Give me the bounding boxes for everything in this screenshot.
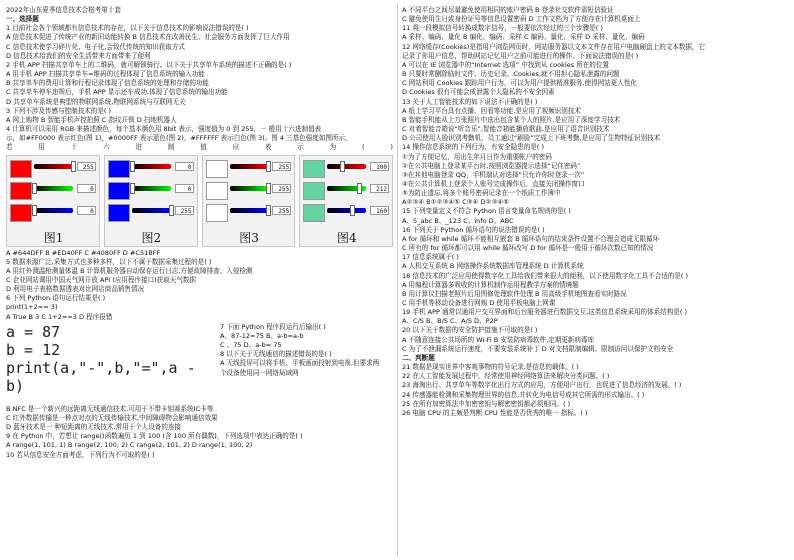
color-swatch	[303, 160, 325, 178]
question-line: C 所有的 for 循环都可以用 while 循环改写 D for 循环是一般用于循环次数已知的情况	[402, 244, 654, 253]
channel-value: 255	[272, 184, 291, 193]
color-swatch	[10, 204, 32, 222]
slider-knob	[266, 183, 271, 194]
channel-value: 0	[77, 206, 96, 215]
question-line: D 利用电子表格数据透表对比网店商品销售情况	[6, 285, 145, 294]
channel-slider	[34, 164, 73, 169]
channel-slider	[230, 208, 269, 213]
question-line: B 共享单车的费用计算和行程记录体现了信息系统的处理和存储的功能	[6, 79, 209, 88]
question-line: A 纸上学习平台具有点播、回看等功能,是应用了视频识别技术	[402, 106, 581, 115]
judge-line: 25 在所有加密算法中加密密钥与解密密钥都必须相同。( )	[402, 399, 571, 408]
figure-label: 图3	[239, 230, 259, 245]
color-figure-3	[202, 155, 296, 247]
color-swatch	[206, 204, 228, 222]
question-line: 记录了你用户信息，帮助网站记忆用户之前可能进行的操作。下面说法错误的是( )	[402, 51, 639, 60]
channel-slider	[132, 186, 171, 191]
judge-line: 24 传感器能检测和采集物理世界的信息,并转化为电信号或其它所需的形式输出。( )	[402, 390, 645, 399]
channel-value: 255	[272, 162, 291, 171]
channel-value: 255	[272, 206, 291, 215]
question-line: ④在公共计算机上登录个人账号完成操作后，直接关闭操作窗口	[402, 179, 585, 188]
code-line-1: a = 87	[6, 322, 61, 341]
question-line: A 可以在 IE 浏览器中的“Internet 选项” 中找到从 cookies 所在的位置	[402, 60, 609, 69]
color-figure-2	[104, 155, 198, 247]
channel-value: 0	[77, 184, 96, 193]
question-line: print(1+2== 3)	[6, 303, 58, 312]
question-line: 1 目前社会各个领域都有信息技术的存在，以下关于信息技术的影响说法错误的是( )	[6, 24, 249, 33]
judge-questions	[402, 363, 790, 418]
question-line: B NFC 是一个新兴的远距离无线通信技术,可用于不带卡钥赛系统IC卡等	[6, 404, 214, 413]
question-line: 示，如#FF0000 表示红色(图 1)，#0000FF 表示蓝色(图 2)，#FFFFFF 表示白色(图 3)。图 4 三基色强度如图所示，	[6, 134, 352, 143]
exam-title: 2022年山东夏季信息技术合格考第十套	[6, 6, 121, 14]
channel-slider	[132, 208, 171, 213]
channel-slider	[230, 164, 269, 169]
color-swatch	[303, 204, 325, 222]
figure-label: 图1	[43, 230, 64, 245]
spread-char: 表	[264, 143, 272, 152]
question-line: 19 手机 APP 通常以通用户交互界面和后台服务器进行数据交互,这类信息系统采用的体系结构是( )	[402, 308, 688, 317]
column-divider	[397, 4, 398, 556]
color-swatch	[206, 182, 228, 200]
spread-char: (	[361, 143, 365, 152]
question-line: A 无线投屏可以将手机、平板画面投射到电视,但要求两	[220, 359, 380, 368]
question-line: 2 手机 APP 扫描共享单车上的二维码，就可解锁骑行。以下关于共享单车系统的描述不正确的是( )	[6, 60, 292, 69]
question-block-4-6	[6, 249, 393, 322]
spread-char: 制	[167, 143, 175, 152]
slider-knob	[32, 183, 37, 194]
question-line: A 网上购物 B 智能手机声控拍照 C 指纹开锁 D 扫地机器人	[6, 115, 177, 124]
spread-char: 六	[103, 143, 110, 152]
question-line: 8 以下关于无线通信的描述错误的是( )	[220, 350, 332, 359]
question-line: 20 以下关于数据的安全防护措施不可取的是( )	[402, 326, 538, 335]
question-line: C 避免使用生日或身份证号等信息设置密码 D 工作文档为了方便存在计算机桌面上	[402, 15, 641, 24]
judge-line: 23 海淘出行、共享单车等数字化出行方式的应用，方便用户出行，也促进了信息经济的发展。( )	[402, 381, 682, 390]
question-line: 16 下列关于 Python 循环语句的说法错误的是( )	[402, 225, 545, 234]
question-line: A 用编程计算器多吸收的计算机制作运用程教学方案的情境题	[402, 280, 579, 289]
python-code-image	[6, 323, 218, 405]
question-line: 7 下面 Python 程序段运行后输出( )	[220, 322, 326, 331]
question-line: 17 信息系统属于( )	[402, 253, 459, 262]
question-block-1-4	[6, 24, 393, 143]
figure-label: 图4	[336, 230, 357, 245]
question-line: C 用手机等移动设备进行网购 D 使用平板电脑上网课	[402, 299, 556, 307]
slider-knob	[169, 205, 174, 216]
spread-char: 进	[135, 143, 142, 152]
question-line: B 智能手机能从上万张照片中选出包含某个人的照片,是应用了深度学习技术	[402, 115, 621, 124]
question-line: A 人机交互系统 B 网络操作系统数据库管理系统 D 计算机系统	[402, 262, 584, 271]
slider-knob	[350, 205, 355, 216]
question-line: A for 循环和 while 循环不能相互嵌套 B 循环语句的结束条件设置不合理会造成无限循环	[402, 234, 660, 243]
question-line: ⑤为防止遗忘,将多个账号密码记录在一个纸质工作簿中	[402, 189, 561, 198]
channel-value: 255	[175, 206, 194, 215]
slider-knob	[266, 161, 271, 172]
question-line: A 信息技术促进了传统产业的新旧动能转换 B 信息技术在改善民生、社会服务方面发挥了巨大作用	[6, 33, 290, 42]
slider-knob	[266, 205, 271, 216]
section-heading-judge: 二、判断题	[402, 353, 435, 362]
color-figure-1	[6, 155, 100, 247]
spread-char: 应	[232, 143, 240, 152]
spread-char: 十	[70, 143, 78, 152]
slider-knob	[71, 161, 76, 172]
channel-value: 212	[370, 184, 389, 193]
question-line: 4 计算机可以采用 RGB 来描述颜色，每个基本颜色用 8bit 表示，强度值为 0 到 255，一 般用十六进制值表	[6, 125, 322, 134]
question-line: A、C/S B、B/S C、A/S D、P2P	[402, 317, 498, 326]
channel-slider	[132, 164, 171, 169]
channel-value: 100	[370, 162, 389, 171]
question-line: B 用计算仪扫描老照片后用图修处理软件处理 B 用高级手机地图查看实时路况	[402, 289, 627, 298]
question-line: 18 信息技术的广泛应用使得数字化工具给我们带来很大的便利，以下使用数字化工具不合适的是( )	[402, 271, 689, 280]
question-line: A 用手机 APP 扫描共享单车=维码的过程体现了信息系统的输入功能	[6, 70, 205, 79]
spread-char: 若	[6, 143, 13, 152]
code-line-3: print(a,"-",b,"=",a - b)	[6, 358, 196, 395]
question-line: ②在公共电脑上登录某平台时,按照浏览器提示选择“记住密码”	[402, 161, 581, 170]
question-line: 3 下列不涉及传感与控制技术的是( )	[6, 106, 112, 115]
channel-slider	[230, 186, 269, 191]
channel-slider	[34, 208, 73, 213]
slider-knob	[130, 161, 135, 172]
spread-char: 值	[200, 143, 207, 152]
color-figures	[6, 155, 393, 247]
spread-char: 用	[38, 143, 45, 152]
color-swatch	[10, 160, 32, 178]
judge-line: 21 数据是现实世界中客观事物的符号记录,是信息的载体。( )	[402, 363, 579, 372]
question-block-10-20	[402, 6, 790, 354]
python-block	[6, 323, 393, 405]
question-line: A range(1, 101, 1) B range(2, 100, 2) C range(2, 101, 2) D range(1, 100, 2)	[6, 441, 253, 450]
question-line: C 为了不泄漏系统运行速度，不要安装系统补丁 D 对文档限制编辑、限制访问以保护文档安全	[402, 344, 674, 353]
question-line: C 对着智能音箱说“听音乐”,智能音箱能播放歌曲,是应用了语音识别技术	[402, 125, 610, 134]
color-swatch	[303, 182, 325, 200]
question-line: A #644DFF B #ED40FF C #4080FF D #C51BFF	[6, 248, 161, 257]
question-line: A 不随意连接公共场所的 Wi-Fi B 安装防病毒软件,定期更新病毒库	[402, 335, 595, 344]
question-line: C 企业网站调用中国天气网开放 API (应用程序接口)获取天气数据	[6, 275, 196, 284]
question-line: A②③④ B①②③④⑤ C③④ D②③④⑤	[402, 198, 509, 207]
color-swatch	[108, 160, 130, 178]
figure-label: 图2	[141, 230, 162, 245]
question-line: D 信息技术给我们的安全生活带来方面带来了便利	[6, 51, 151, 60]
question-line: D Cookies 很有可能会成泄露个人隐私的不安全因素	[402, 88, 555, 97]
channel-value: 0	[175, 162, 194, 171]
question-block-8-10	[6, 405, 393, 460]
question-line: B 只要时常删除临时文件、历史记录、Cookies,就不用担心隐私泄露的问题	[402, 70, 620, 79]
slider-knob	[357, 183, 362, 194]
slider-knob	[340, 161, 345, 172]
question-line: 个设备使用同一网络局域网	[220, 368, 299, 377]
channel-slider	[327, 164, 366, 169]
slider-knob	[130, 183, 135, 194]
code-line-2: b = 12	[6, 340, 61, 359]
left-column	[6, 6, 393, 460]
question-line: 5 数据来源广泛,采集方式也多种多样，以下不属于数据采集过程的是( )	[6, 257, 212, 266]
section-heading-choice: 一、选择题	[6, 15, 39, 24]
question-line: 9 在 Python 中，若想让 range()函数遍历 1 到 100 (含 100 所有偶数)，下列选项中表达正确的是( )	[6, 432, 303, 441]
question-7-8-options	[218, 323, 393, 405]
color-swatch	[108, 182, 130, 200]
question-line: 6 下列 Python 语句运行结果是( )	[6, 294, 106, 303]
channel-slider	[327, 208, 366, 213]
spread-char: 示	[297, 143, 304, 152]
question-line: C 网站利用 Cookies 跟踪用户行为，可以为用户提供精准服务,使得网站更人性化	[402, 79, 637, 88]
question-line: 15 下列变量定义不符合 Python 语言变量命名规则的是( )	[402, 207, 571, 216]
question-line: C 、75 D、a-b= 75	[220, 341, 282, 350]
question-line: ③在其他电脑登录 QQ，手机端认对选择“只允许你时登录一次”	[402, 170, 585, 179]
color-figure-4	[299, 155, 393, 247]
question-line: A 不同平台之间尽量避免使用相同的账户密码 B 登录社交软件需短信验证	[402, 6, 614, 14]
question-line: D 公司使用人脸识别考勤机，员工通过“刷脸”完成上下班考勤,是应用了生物特征识别技术	[402, 134, 661, 143]
question-line: A True B 3 C 1+2==3 D 程序报错	[6, 312, 113, 321]
judge-line: 26 电脑 CPU 的主频是判断 CPU 性能是否优秀的唯一 指标。( )	[402, 408, 588, 417]
question-line: C 红外数据传输是一种点对点的无线传输技术,中间障碍物会影响通信效果	[6, 413, 218, 422]
question-line: 12 网络缓存(Cookies)是指用户浏览网页时，网站服务器以文本文件存在用户电脑硬盘上的文本数据，它	[402, 42, 706, 51]
spread-char: 为	[329, 143, 337, 152]
color-swatch	[108, 204, 130, 222]
slider-knob	[32, 205, 37, 216]
question-4-spread-line	[6, 143, 393, 152]
question-line: D 共享单车系统是典型的物联网系统,物联网系统与互联网无关	[6, 97, 186, 106]
question-line: A 用红外测温枪测量体温 B 计算机服务器自动保存运行日志,方便故障排查、入侵检测	[6, 266, 253, 275]
question-line: 10 若从信息安全方面考虑，下列行为不可取的是( )	[6, 450, 155, 459]
question-line: 13 关于人工智能技术的如下说法不正确的是( )	[402, 97, 538, 106]
question-line: ①为了方便记忆，用出生年月日作为重要帐户的密码	[402, 152, 552, 161]
channel-value: 255	[77, 162, 96, 171]
right-column	[402, 6, 790, 418]
question-line: A、87-12=75 B、a-b=a-b	[220, 331, 304, 340]
question-line: A、5_abc B、_123 C、info D、ABC	[402, 216, 514, 225]
question-line: C 信息技术使学习碎片化、电子化,会致代传统的知识获取方式	[6, 42, 185, 51]
spread-char: )	[390, 143, 393, 152]
question-line: 14 操作信息系统的下列行为，有安全隐患的是( )	[402, 143, 544, 152]
question-line: 11 将一段模拟信号转换成数字信号，一般要依次经过的三个步骤是( )	[402, 24, 603, 33]
question-line: A 采样、编码、量化 B 编化、编码、采样 C 编码、量化、采样 D 采样、量化、编码	[402, 33, 645, 42]
channel-value: 0	[175, 184, 194, 193]
question-line: D 蓝牙技术是一 种短距离的无线技术,常用于个人设备的连接	[6, 423, 181, 432]
color-swatch	[10, 182, 32, 200]
judge-line: 22 在人工智能发展过程中，经常使用神经网络算法来解决分类问题。( )	[402, 372, 610, 381]
color-swatch	[206, 160, 228, 178]
channel-slider	[34, 186, 73, 191]
question-line: C 共享单车停车违规后，手机 APP 显示还车成功,体现了信息系统的输出功能	[6, 88, 228, 97]
channel-value: 160	[370, 206, 389, 215]
